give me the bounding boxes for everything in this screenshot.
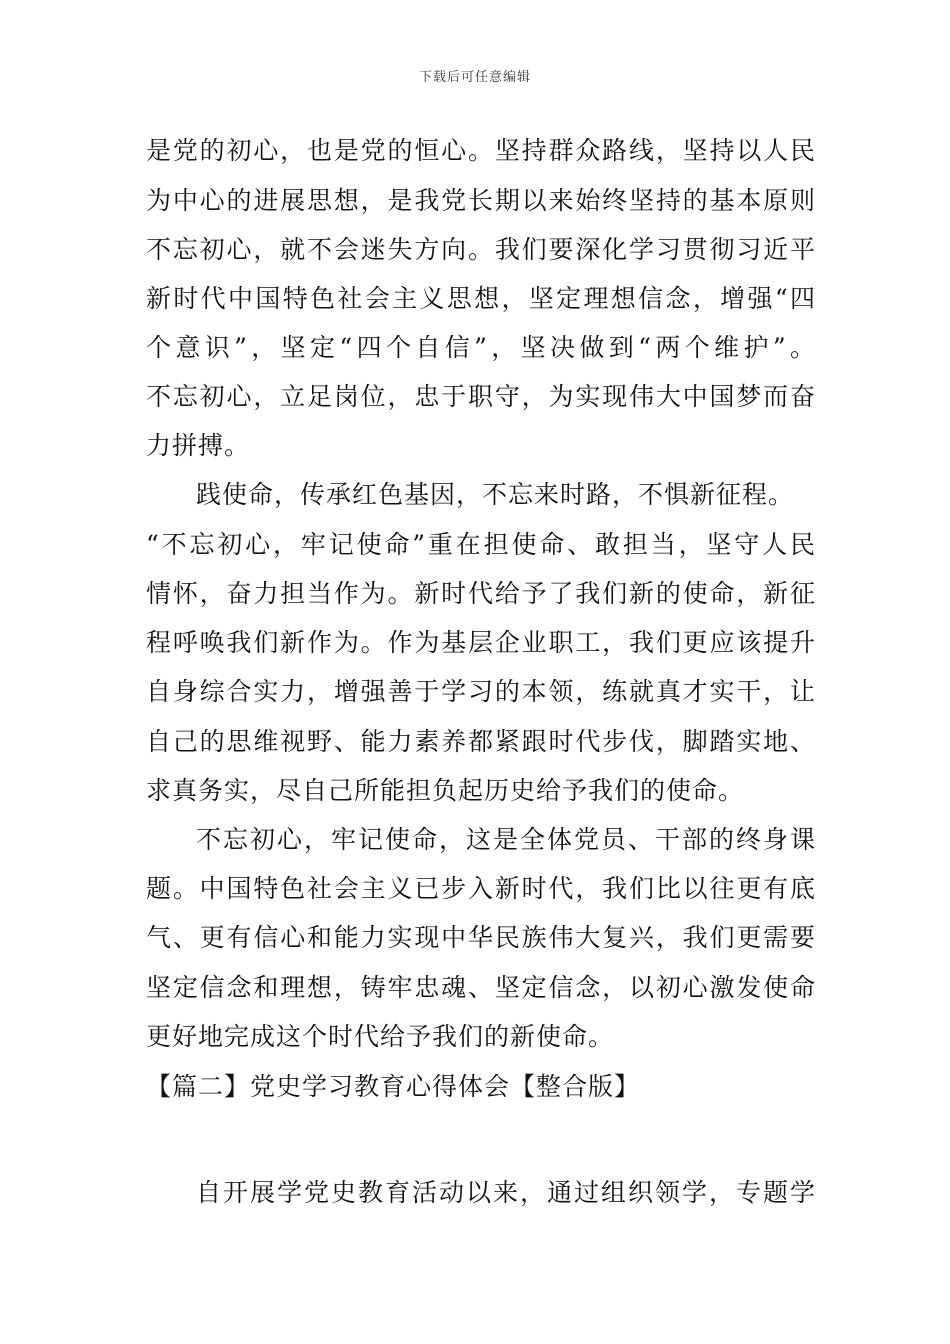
text-line: “不忘初心，牢记使命”重在担使命、敢担当，坚守人民 [146,530,816,559]
text-line: 是党的初心，也是党的恒心。坚持群众路线，坚持以人民 [146,136,816,165]
text-line: 自己的思维视野、能力素养都紧跟时代步伐，脚踏实地、 [146,727,816,756]
text-line: 题。中国特色社会主义已步入新时代，我们比以往更有底 [146,874,816,903]
text-line: 程呼唤我们新作为。作为基层企业职工，我们更应该提升 [146,628,816,657]
text-line: 自开展学党史教育活动以来，通过组织领学，专题学 [196,1178,816,1207]
text-line: 不忘初心，牢记使命，这是全体党员、干部的终身课 [196,825,816,854]
text-line: 情怀，奋力担当作为。新时代给予了我们新的使命，新征 [146,579,816,608]
text-line: 求真务实，尽自己所能担负起历史给予我们的使命。 [146,776,745,805]
page-header: 下载后可任意编辑 [418,70,531,85]
text-line: 为中心的进展思想，是我党长期以来始终坚持的基本原则 [146,186,816,215]
text-line: 个意识”，坚定“四个自信”，坚决做到“两个维护”。 [146,333,816,362]
text-line: 气、更有信心和能力实现中华民族伟大复兴，我们更需要 [146,923,816,952]
text-line: 践使命，传承红色基因，不忘来时路，不惧新征程。 [196,480,795,509]
text-line: 不忘初心，立足岗位，忠于职守，为实现伟大中国梦而奋 [146,382,816,411]
text-line: 力拼搏。 [146,431,251,460]
text-line: 坚定信念和理想，铸牢忠魂、坚定信念，以初心激发使命 [146,973,816,1002]
text-line: 不忘初心，就不会迷失方向。我们要深化学习贯彻习近平 [146,235,816,264]
text-line: 更好地完成这个时代给予我们的新使命。 [146,1022,615,1051]
section-heading: 【篇二】党史学习教育心得体会【整合版】 [146,1072,641,1101]
text-line: 自身综合实力，增强善于学习的本领，练就真才实干，让 [146,677,816,706]
text-line: 新时代中国特色社会主义思想，坚定理想信念，增强“四 [146,284,816,313]
